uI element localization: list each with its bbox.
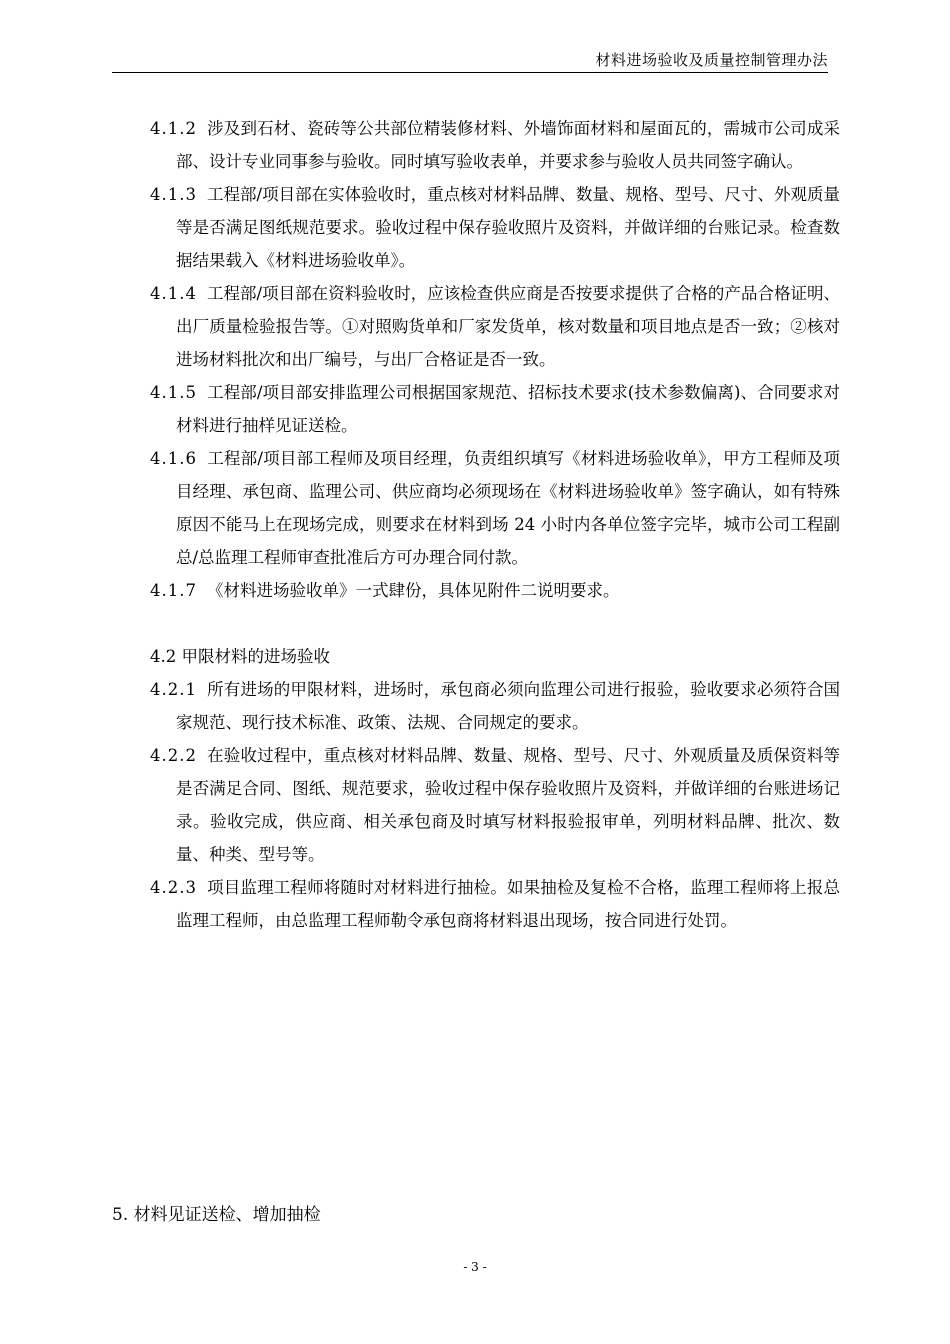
clause-4-1-3 bbox=[150, 178, 840, 277]
clause-text: 工程部/项目部安排监理公司根据国家规范、招标技术要求(技术参数偏离)、合同要求对材料进行抽样见证送检。 bbox=[176, 383, 840, 435]
clause-number: 4.1.4 bbox=[150, 284, 197, 303]
clause-number: 4.2.2 bbox=[150, 746, 197, 765]
clause-text: 项目监理工程师将随时对材料进行抽检。如果抽检及复检不合格，监理工程师将上报总监理工程师，由总监理工程师勒令承包商将材料退出现场，按合同进行处罚。 bbox=[176, 878, 840, 930]
clause-number: 4.1.2 bbox=[150, 119, 197, 138]
clause-4-1-5 bbox=[150, 376, 840, 442]
document-body bbox=[150, 112, 840, 937]
spacer bbox=[150, 607, 840, 640]
section-4-2-title: 4.2 甲限材料的进场验收 bbox=[150, 647, 330, 666]
clause-4-1-6 bbox=[150, 442, 840, 574]
clause-text: 《材料进场验收单》一式肆份，具体见附件二说明要求。 bbox=[206, 581, 620, 600]
section-5-title: 5. 材料见证送检、增加抽检 bbox=[112, 1205, 321, 1225]
clause-number: 4.1.7 bbox=[150, 581, 197, 600]
clause-text: 涉及到石材、瓷砖等公共部位精装修材料、外墙饰面材料和屋面瓦的，需城市公司成采部、设计专业同事参与验收。同时填写验收表单，并要求参与验收人员共同签字确认。 bbox=[176, 119, 840, 171]
page-header bbox=[112, 50, 828, 73]
clause-number: 4.2.1 bbox=[150, 680, 197, 699]
clause-4-1-2 bbox=[150, 112, 840, 178]
clause-4-2-1 bbox=[150, 673, 840, 739]
clause-text: 所有进场的甲限材料，进场时，承包商必须向监理公司进行报验，验收要求必须符合国家规范、现行技术标准、政策、法规、合同规定的要求。 bbox=[176, 680, 840, 732]
clause-number: 4.1.5 bbox=[150, 383, 197, 402]
clause-text: 在验收过程中，重点核对材料品牌、数量、规格、型号、尺寸、外观质量及质保资料等是否满足合同、图纸、规范要求，验收过程中保存验收照片及资料，并做详细的台账进场记录。验收完成，供应商、相关承包商及时填写材料报验报审单，列明材料品牌、批次、数量、种类、型号等。 bbox=[176, 746, 840, 864]
clause-4-2-3 bbox=[150, 871, 840, 937]
clause-number: 4.1.3 bbox=[150, 185, 197, 204]
clause-number: 4.2.3 bbox=[150, 878, 197, 897]
clause-4-2-2 bbox=[150, 739, 840, 871]
header-title: 材料进场验收及质量控制管理办法 bbox=[595, 51, 828, 69]
clause-number: 4.1.6 bbox=[150, 449, 197, 468]
clause-4-1-7 bbox=[150, 574, 840, 607]
clause-4-1-4 bbox=[150, 277, 840, 376]
page-number: - 3 - bbox=[463, 1260, 487, 1274]
clause-text: 工程部/项目部工程师及项目经理，负责组织填写《材料进场验收单》，甲方工程师及项目经理、承包商、监理公司、供应商均必须现场在《材料进场验收单》签字确认，如有特殊原因不能马上在现场完成，则要求在材料到场 24 小时内各单位签字完毕，城市公司工程副总/总监理工程师审查批准后方可办理合同付款。 bbox=[176, 449, 840, 567]
clause-text: 工程部/项目部在资料验收时，应该检查供应商是否按要求提供了合格的产品合格证明、出厂质量检验报告等。①对照购货单和厂家发货单，核对数量和项目地点是否一致；②核对进场材料批次和出厂编号，与出厂合格证是否一致。 bbox=[176, 284, 840, 369]
clause-text: 工程部/项目部在实体验收时，重点核对材料品牌、数量、规格、型号、尺寸、外观质量等是否满足图纸规范要求。验收过程中保存验收照片及资料，并做详细的台账记录。检查数据结果载入《材料进场验收单》。 bbox=[176, 185, 840, 270]
